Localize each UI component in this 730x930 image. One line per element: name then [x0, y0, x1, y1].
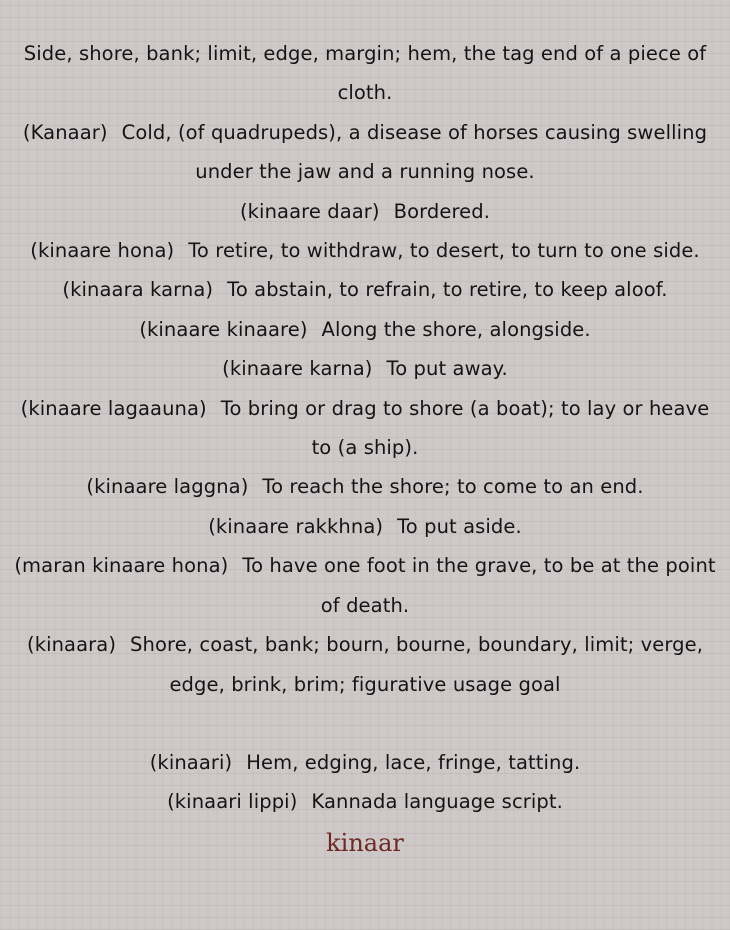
- definition-entry: [13, 231, 717, 270]
- definition-phrase: (kinaare karna): [222, 357, 373, 381]
- definition-entry: [13, 467, 717, 506]
- definition-phrase: (kinaara karna): [62, 278, 214, 302]
- definition-entry: [13, 507, 717, 546]
- definition-phrase: (Kanaar): [22, 120, 108, 144]
- definition-phrase: (kinaare kinaare): [139, 317, 308, 341]
- definition-meaning: To abstain, to refrain, to retire, to keep aloof.: [227, 278, 668, 302]
- definition-entry: [13, 310, 717, 349]
- definition-meaning: Kannada language script.: [311, 790, 563, 814]
- definition-meaning: To put away.: [386, 357, 508, 381]
- definition-phrase: (kinaari lippi): [167, 790, 298, 814]
- definition-meaning: Along the shore, alongside.: [321, 317, 591, 341]
- definition-entry: [13, 34, 717, 113]
- definition-entry: [13, 389, 717, 468]
- definition-meaning: Bordered.: [393, 199, 491, 223]
- definition-meaning: Shore, coast, bank; bourn, bourne, boundary, limit; verge, edge, brink, brim; figurative usage goal: [130, 633, 703, 696]
- definition-entry: [13, 113, 717, 192]
- definition-phrase: (kinaare hona): [30, 239, 175, 263]
- definition-phrase: (maran kinaare hona): [14, 554, 229, 578]
- definition-list: [13, 34, 717, 822]
- definition-meaning: To retire, to withdraw, to desert, to turn to one side.: [188, 239, 700, 263]
- definition-phrase: (kinaara): [26, 633, 117, 657]
- definition-entry: [13, 782, 717, 821]
- definition-meaning: To put aside.: [397, 514, 522, 538]
- definition-entry: [13, 546, 717, 625]
- definition-phrase: (kinaare rakkhna): [208, 514, 384, 538]
- headword-label: kinaar: [326, 828, 404, 857]
- definition-entry: [13, 349, 717, 388]
- definition-entry: [13, 192, 717, 231]
- definition-meaning: Hem, edging, lace, fringe, tatting.: [246, 750, 581, 774]
- definition-phrase: (kinaare lagaauna): [20, 396, 207, 420]
- definition-entry: [13, 625, 717, 704]
- definition-meaning: To have one foot in the grave, to be at the point of death.: [242, 554, 716, 617]
- definition-meaning: To bring or drag to shore (a boat); to lay or heave to (a ship).: [220, 396, 710, 460]
- definition-phrase: (kinaare laggna): [86, 475, 249, 499]
- definition-phrase: (kinaari): [149, 750, 233, 774]
- definition-meaning: Side, shore, bank; limit, edge, margin; hem, the tag end of a piece of cloth.: [23, 42, 707, 105]
- definition-meaning: Cold, (of quadrupeds), a disease of horses causing swelling under the jaw and a running nose.: [121, 120, 708, 184]
- definition-entry: [13, 270, 717, 309]
- definition-entry: [13, 743, 717, 782]
- definition-meaning: To reach the shore; to come to an end.: [262, 475, 644, 499]
- definition-phrase: (kinaare daar): [239, 199, 380, 223]
